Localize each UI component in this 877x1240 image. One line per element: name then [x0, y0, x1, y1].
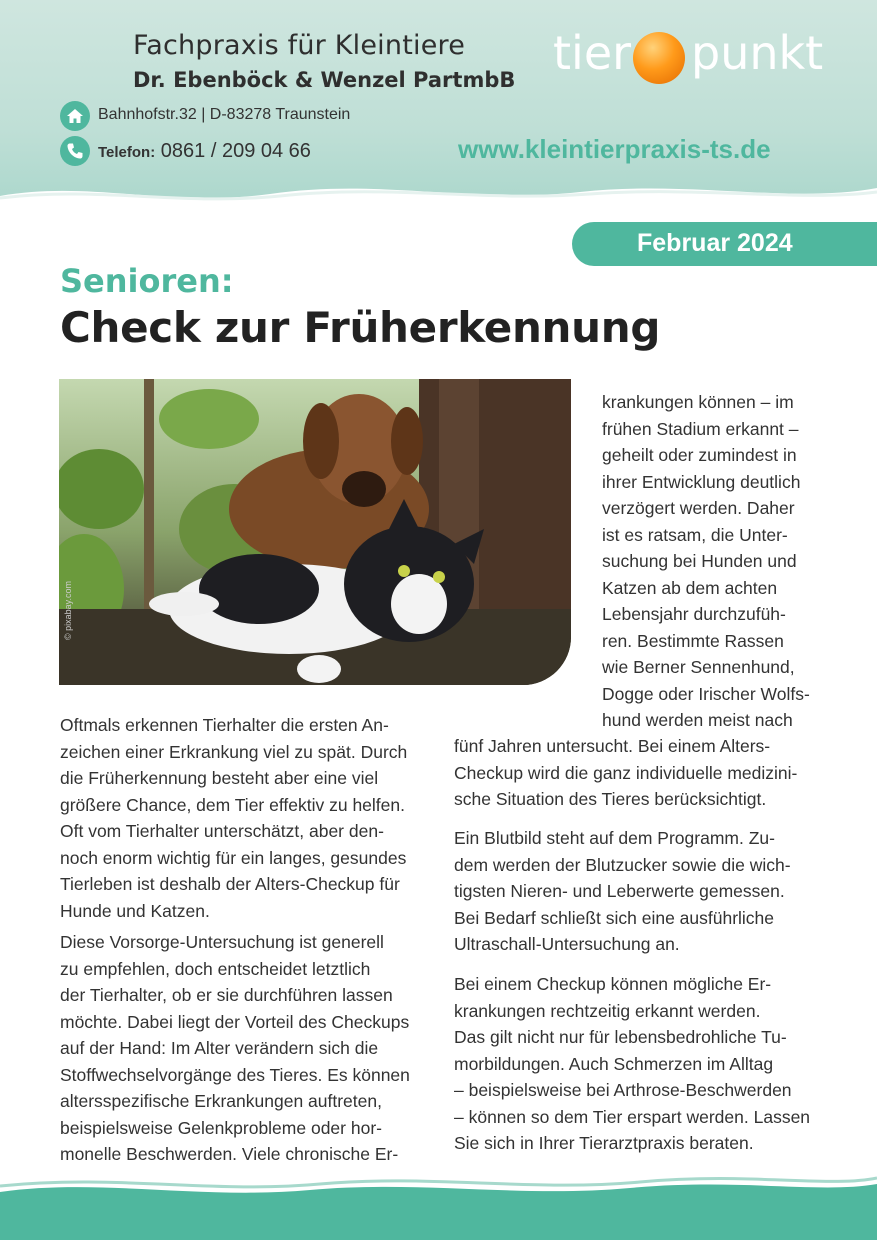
article-headline: Check zur Früherkennung	[60, 303, 661, 352]
house-icon	[60, 101, 90, 131]
text-line: krankungen rechtzeitig erkannt werden.	[454, 1000, 761, 1021]
text-line: beispielsweise Gelenkprobleme oder hor-	[60, 1117, 382, 1138]
text-line: zu empfehlen, doch entscheidet letztlich	[60, 958, 371, 979]
text-line: altersspezifische Erkrankungen auftreten,	[60, 1091, 382, 1111]
text-line: – beispielsweise bei Arthrose-Beschwerden	[454, 1080, 792, 1100]
text-line: ihrer Entwicklung deutlich	[602, 471, 801, 492]
article-photo-dog-and-cat	[59, 379, 571, 685]
text-line: ren. Bestimmte Rassen	[602, 630, 784, 651]
logo-text-left: tier	[553, 26, 632, 80]
text-line: wie Berner Sennenhund,	[602, 657, 795, 677]
paragraph-conclusion	[454, 971, 819, 1157]
text-line: morbildungen. Auch Schmerzen im Alltag	[454, 1053, 774, 1074]
text-line: die Früherkennung besteht aber eine viel	[60, 768, 379, 788]
date-label: Februar 2024	[637, 229, 793, 257]
text-line: größere Chance, dem Tier effektiv zu helfen.	[60, 794, 405, 815]
photo-credit: © pixabay.com	[63, 581, 73, 640]
text-line: Ein Blutbild steht auf dem Programm. Zu-	[454, 828, 775, 848]
article-kicker: Senioren:	[60, 262, 234, 300]
text-line: krankungen können – im	[602, 392, 794, 412]
text-line: Checkup wird die ganz individuelle medizini-	[454, 762, 798, 783]
text-line: Das gilt nicht nur für lebensbedrohliche Tu-	[454, 1027, 787, 1047]
logo-text-right: punkt	[691, 26, 824, 80]
paragraph-intro	[60, 712, 425, 924]
address: Bahnhofstr.32 | D-83278 Traunstein	[98, 106, 351, 123]
text-line: Diese Vorsorge-Untersuchung ist generell	[60, 932, 384, 952]
text-line: auf der Hand: Im Alter verändern sich die	[60, 1038, 379, 1058]
text-line: – können so dem Tier erspart werden. Lassen	[454, 1106, 811, 1127]
text-line: der Tierhalter, ob er sie durchführen lassen	[60, 985, 393, 1005]
text-line: Bei einem Checkup können mögliche Er-	[454, 974, 772, 994]
website-link[interactable]: www.kleintierpraxis-ts.de	[458, 134, 771, 164]
text-line: noch enorm wichtig für ein langes, gesundes	[60, 847, 407, 868]
paragraph-blutbild	[454, 825, 819, 958]
text-line: ist es ratsam, die Unter-	[602, 524, 788, 545]
text-line: hund werden meist nach	[602, 710, 793, 730]
phone-number: 0861 / 209 04 66	[160, 140, 311, 162]
text-line: Sie sich in Ihrer Tierarztpraxis beraten.	[454, 1133, 754, 1153]
phone[interactable]	[98, 140, 311, 163]
phone-icon	[60, 136, 90, 166]
text-line: Stoffwechselvorgänge des Tieres. Es können	[60, 1064, 410, 1085]
text-line: Dogge oder Irischer Wolfs-	[602, 683, 810, 704]
practice-owners: Dr. Ebenböck & Wenzel PartmbB	[133, 68, 516, 92]
text-line: frühen Stadium erkannt –	[602, 418, 799, 439]
text-line: verzögert werden. Daher	[602, 498, 795, 518]
text-line: Ultraschall-Untersuchung an.	[454, 934, 680, 954]
text-line: Oftmals erkennen Tierhalter die ersten An-	[60, 715, 389, 735]
tierpunkt-logo	[553, 26, 833, 86]
date-badge	[572, 222, 877, 266]
paragraph-vorsorge	[60, 929, 425, 1168]
text-line: monelle Beschwerden. Viele chronische Er-	[60, 1144, 399, 1164]
logo-orange-ball	[633, 32, 685, 84]
text-line: zeichen einer Erkrankung viel zu spät. Durch	[60, 741, 408, 762]
footer-wave	[0, 1170, 877, 1240]
text-line: Hunde und Katzen.	[60, 900, 210, 921]
paragraph-alters-checkup	[454, 733, 819, 813]
practice-title: Fachpraxis für Kleintiere	[133, 30, 466, 61]
text-line: geheilt oder zumindest in	[602, 445, 797, 465]
text-line: tigsten Nieren- und Leberwerte gemessen.	[454, 881, 785, 901]
paragraph-continuation	[602, 389, 817, 734]
phone-label: Telefon:	[98, 144, 156, 161]
text-line: suchung bei Hunden und	[602, 551, 797, 571]
text-line: Katzen ab dem achten	[602, 577, 778, 598]
text-line: möchte. Dabei liegt der Vorteil des Checkups	[60, 1011, 410, 1032]
text-line: Oft vom Tierhalter unterschätzt, aber den-	[60, 821, 384, 841]
text-line: Tierleben ist deshalb der Alters-Checkup für	[60, 874, 400, 894]
text-line: Bei Bedarf schließt sich eine ausführliche	[454, 907, 775, 928]
text-line: dem werden der Blutzucker sowie die wich-	[454, 854, 791, 875]
text-line: fünf Jahren untersucht. Bei einem Alters-	[454, 736, 771, 756]
text-line: sche Situation des Tieres berücksichtigt.	[454, 789, 767, 809]
text-line: Lebensjahr durchzufüh-	[602, 604, 786, 624]
